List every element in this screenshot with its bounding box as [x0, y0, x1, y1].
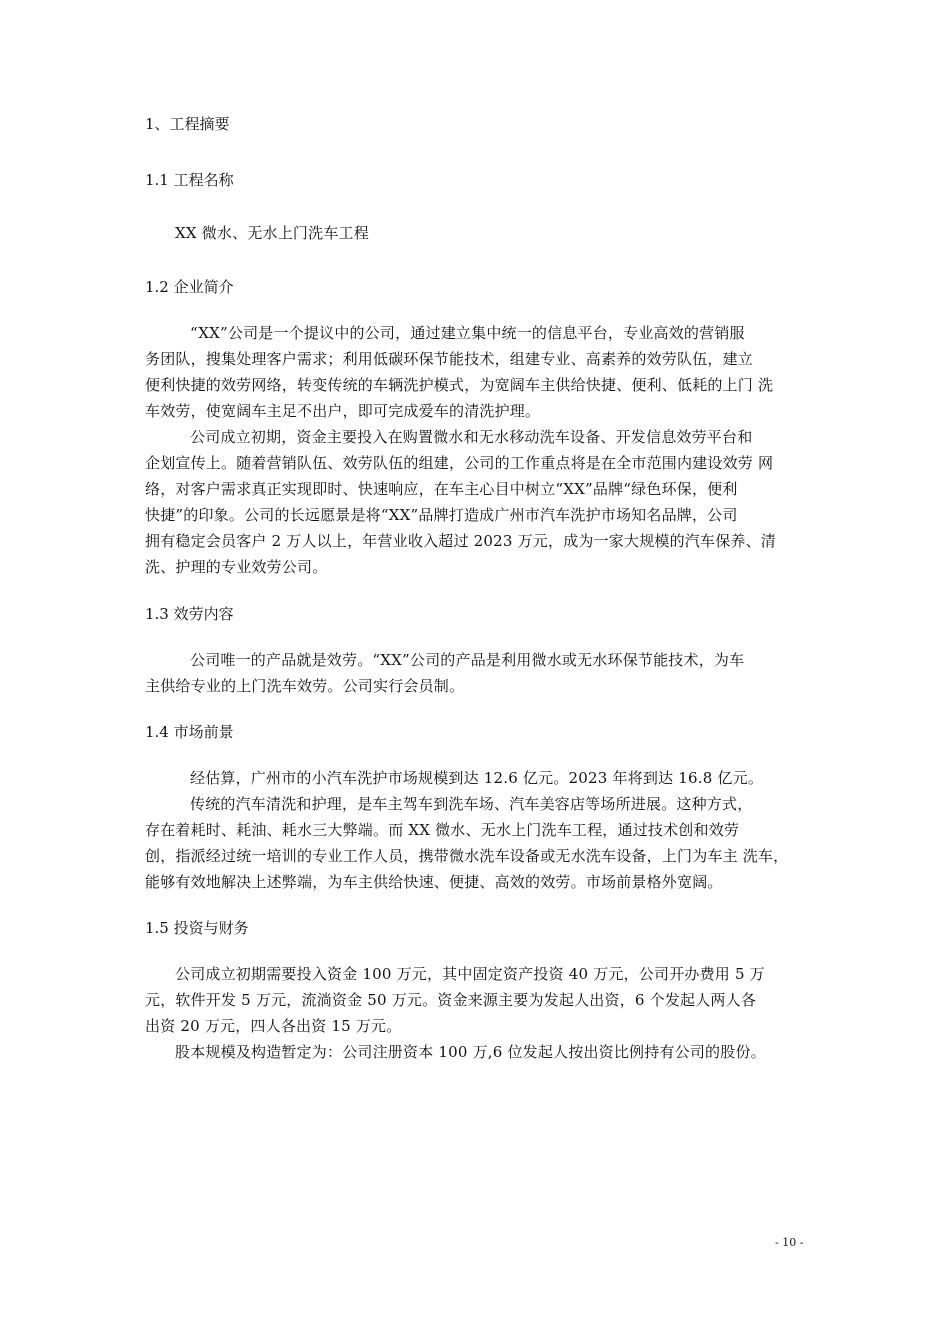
paragraph-line: 公司成立初期需要投入资金 100 万元，其中固定资产投资 40 万元，公司开办费用 5 万 [175, 965, 765, 983]
section-heading-1-2: 1.2 企业简介 [145, 278, 234, 296]
section-heading-1: 1、工程摘要 [145, 115, 230, 133]
section-heading-1-4: 1.4 市场前景 [145, 723, 234, 741]
paragraph-line: 便利快捷的效劳网络，转变传统的车辆洗护模式，为宽阔车主供给快捷、便利、低耗的上门 洗 [145, 376, 774, 394]
project-name: XX 微水、无水上门洗车工程 [175, 224, 369, 242]
paragraph-line: 元，软件开发 5 万元，流淌资金 50 万元。资金来源主要为发起人出资，6 个发起人两人各 [145, 991, 757, 1009]
paragraph-line: 务团队，搜集处理客户需求；利用低碳环保节能技术，组建专业、高素养的效劳队伍，建立 [145, 350, 754, 368]
paragraph-line: 公司成立初期，资金主要投入在购置微水和无水移动洗车设备、开发信息效劳平台和 [190, 428, 753, 446]
paragraph-line: 拥有稳定会员客户 2 万人以上，年营业收入超过 2023 万元，成为一家大规模的汽车保养、清 [145, 532, 776, 550]
paragraph-line: 能够有效地解决上述弊端，为车主供给快速、便捷、高效的效劳。市场前景格外宽阔。 [145, 873, 723, 891]
paragraph-line: 快捷”的印象。公司的长远愿景是将“XX”品牌打造成广州市汽车洗护市场知名品牌，公司 [145, 506, 738, 524]
paragraph-line: 主供给专业的上门洗车效劳。公司实行会员制。 [145, 677, 465, 695]
section-heading-1-1: 1.1 工程名称 [145, 171, 234, 189]
paragraph-line: 公司唯一的产品就是效劳。“XX”公司的产品是利用微水或无水环保节能技术，为车 [190, 651, 745, 669]
paragraph-line: 洗、护理的专业效劳公司。 [145, 558, 328, 576]
section-heading-1-5: 1.5 投资与财务 [145, 919, 249, 937]
paragraph-line: 经估算，广州市的小汽车洗护市场规模到达 12.6 亿元。2023 年将到达 16.8 亿元。 [190, 769, 764, 787]
paragraph-line: 络，对客户需求真正实现即时、快速响应，在车主心目中树立“XX”品牌“绿色环保，便利 [145, 480, 738, 498]
paragraph-line: “XX”公司是一个提议中的公司，通过建立集中统一的信息平台，专业高效的营销服 [190, 324, 745, 342]
page-number: - 10 - [775, 1236, 804, 1249]
paragraph-line: 车效劳，使宽阔车主足不出户，即可完成爱车的清洗护理。 [145, 402, 541, 420]
paragraph-line: 出资 20 万元，四人各出资 15 万元。 [145, 1017, 402, 1035]
paragraph-line: 创，指派经过统一培训的专业工作人员，携带微水洗车设备或无水洗车设备，上门为车主 洗车， [145, 847, 789, 865]
paragraph-line: 传统的汽车清洗和护理，是车主驾车到洗车场、汽车美容店等场所进展。这种方式， [190, 795, 753, 813]
paragraph-line: 股本规模及构造暂定为：公司注册资本 100 万,6 位发起人按出资比例持有公司的股份。 [175, 1043, 766, 1061]
paragraph-line: 存在着耗时、耗油、耗水三大弊端。而 XX 微水、无水上门洗车工程，通过技术创和效劳 [145, 821, 740, 839]
paragraph-line: 企划宣传上。随着营销队伍、效劳队伍的组建，公司的工作重点将是在全市范围内建设效劳 网 [145, 454, 774, 472]
section-heading-1-3: 1.3 效劳内容 [145, 605, 234, 623]
